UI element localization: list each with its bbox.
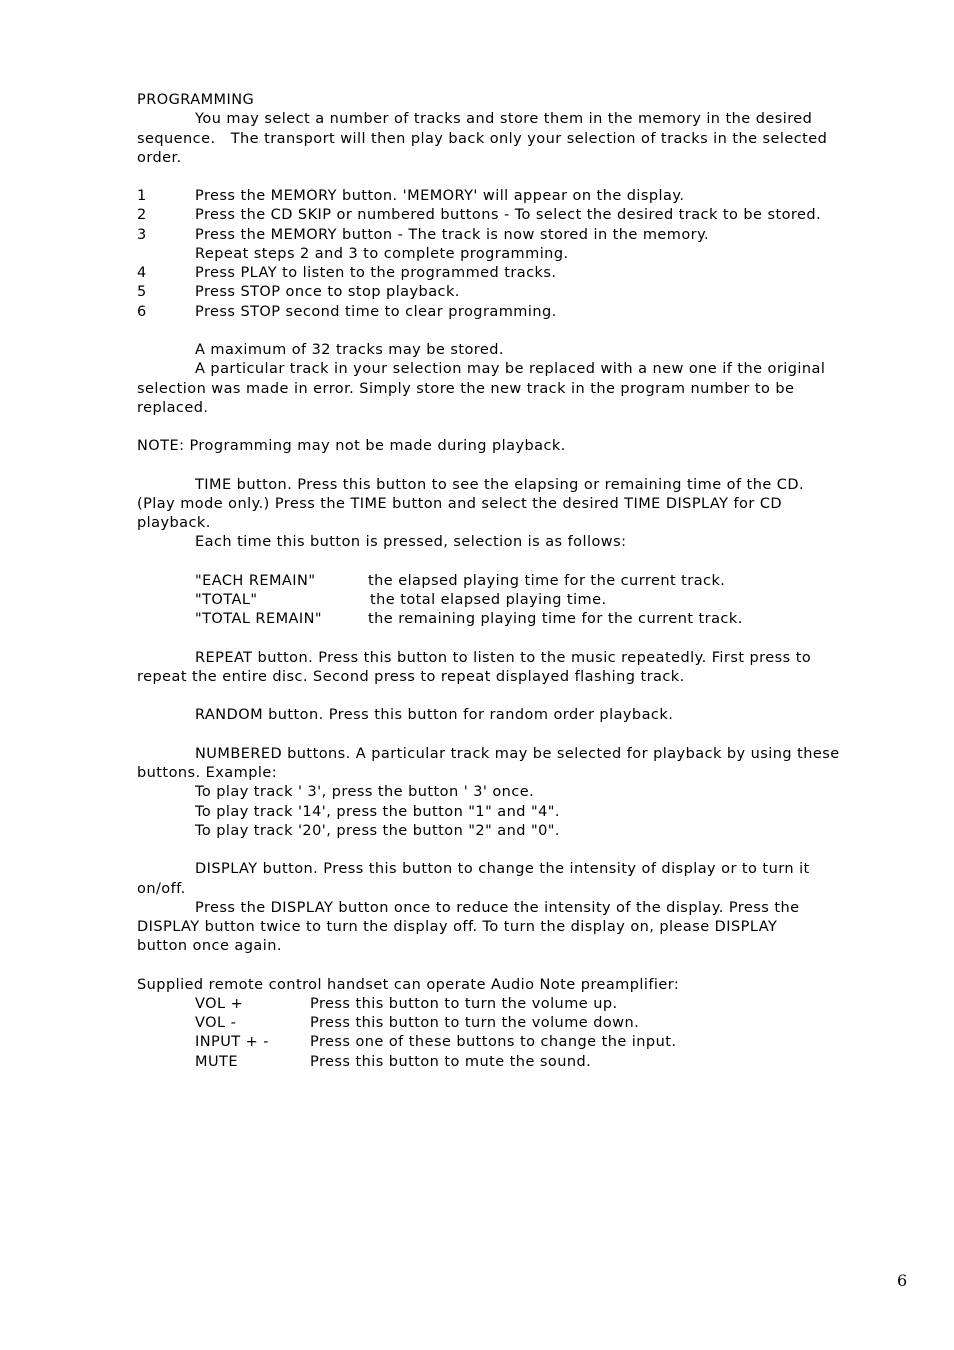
step-text: Press STOP once to stop playback. [195,284,460,300]
random-line: RANDOM button. Press this button for random order playback. [195,707,674,723]
replace-line: A particular track in your selection may be replaced with a new one if the original [195,361,826,377]
display-line: DISPLAY button twice to turn the display off. To turn the display on, please DISPLAY [137,919,778,935]
section-heading: PROGRAMMING [137,92,255,108]
display-line: DISPLAY button. Press this button to change the intensity of display or to turn it [195,861,810,877]
time-mode-label: "EACH REMAIN" [195,573,316,589]
numbered-line: buttons. Example: [137,765,278,781]
time-mode-label: "TOTAL" [195,592,258,608]
step-number: 5 [137,284,147,300]
time-line: TIME button. Press this button to see the elapsing or remaining time of the CD. [195,477,805,493]
remote-button-label: INPUT + - [195,1034,269,1050]
intro-line: sequence. The transport will then play back only your selection of tracks in the selected [137,131,828,147]
numbered-example: To play track '14', press the button "1" and "4". [195,804,560,820]
step-number: 2 [137,207,147,223]
numbered-line: NUMBERED buttons. A particular track may be selected for playback by using these [195,746,840,762]
step-text: Repeat steps 2 and 3 to complete programming. [195,246,569,262]
step-number: 6 [137,304,147,320]
remote-button-label: VOL - [195,1015,237,1031]
remote-button-label: MUTE [195,1054,238,1070]
remote-button-label: VOL + [195,996,244,1012]
step-text: Press the MEMORY button. 'MEMORY' will appear on the display. [195,188,685,204]
step-text: Press the CD SKIP or numbered buttons - To select the desired track to be stored. [195,207,822,223]
intro-line: You may select a number of tracks and store them in the memory in the desired [195,111,813,127]
step-number: 1 [137,188,147,204]
display-line: Press the DISPLAY button once to reduce the intensity of the display. Press the [195,900,800,916]
step-number: 3 [137,227,147,243]
step-text: Press PLAY to listen to the programmed tracks. [195,265,557,281]
page-number: 6 [897,1271,908,1290]
time-line: (Play mode only.) Press the TIME button and select the desired TIME DISPLAY for CD [137,496,783,512]
time-mode-desc: the total elapsed playing time. [370,592,607,608]
repeat-line: REPEAT button. Press this button to listen to the music repeatedly. First press to [195,650,812,666]
replace-line: selection was made in error. Simply store the new track in the program number to be [137,381,795,397]
display-line: button once again. [137,938,282,954]
display-line: on/off. [137,881,186,897]
time-line: playback. [137,515,211,531]
remote-button-desc: Press this button to turn the volume down. [310,1015,640,1031]
step-text: Press the MEMORY button - The track is now stored in the memory. [195,227,710,243]
time-mode-desc: the elapsed playing time for the current track. [368,573,726,589]
time-mode-desc: the remaining playing time for the current track. [368,611,743,627]
replace-line: replaced. [137,400,209,416]
remote-button-desc: Press one of these buttons to change the input. [310,1034,677,1050]
numbered-example: To play track '20', press the button "2" and "0". [195,823,560,839]
step-number: 4 [137,265,147,281]
time-mode-label: "TOTAL REMAIN" [195,611,323,627]
programming-note: NOTE: Programming may not be made during playback. [137,438,566,454]
time-line: Each time this button is pressed, selection is as follows: [195,534,627,550]
max-tracks-note: A maximum of 32 tracks may be stored. [195,342,504,358]
remote-button-desc: Press this button to mute the sound. [310,1054,592,1070]
repeat-line: repeat the entire disc. Second press to repeat displayed flashing track. [137,669,685,685]
step-text: Press STOP second time to clear programming. [195,304,557,320]
numbered-example: To play track ' 3', press the button ' 3' once. [195,784,535,800]
remote-intro: Supplied remote control handset can operate Audio Note preamplifier: [137,977,680,993]
remote-button-desc: Press this button to turn the volume up. [310,996,618,1012]
intro-line: order. [137,150,182,166]
